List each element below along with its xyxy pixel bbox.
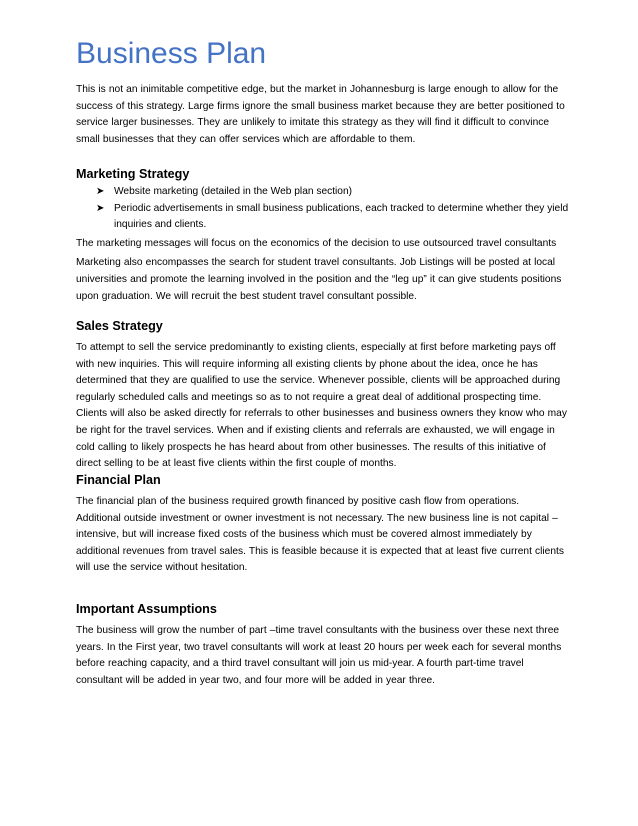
list-item — [96, 184, 570, 201]
marketing-paragraph-1: The marketing messages will focus on the economics of the decision to use outsourced travel consultants — [76, 237, 557, 249]
intro-paragraph: This is not an inimitable competitive edge, but the market in Johannesburg is large enough to allow for the success of this strategy. Large firms ignore the small business market because they are better positioned to service larger businesses. They are unlikely to imitate this strategy as they will find it difficult to convince small businesses that they can offer services which are affordable to them. — [76, 84, 565, 145]
assumptions-paragraph: The business will grow the number of part –time travel consultants with the business over these next three years. In the First year, two travel consultants will work at least 20 hours per week each for several months before reaching capacity, and a third travel consultant will join us mid-year. A fourth part-time travel consultant will be added in year two, and four more will be added in year three. — [76, 625, 562, 686]
financial-paragraph-2: Additional outside investment or owner investment is not necessary. The new business line is not capital – intensive, but will increase fixed costs of the business which must be covered almost immediately by additional revenues from travel sales. This is feasible because it is expected that at least five current clients will use the service without hesitation. — [76, 512, 564, 574]
marketing-section — [76, 166, 570, 305]
bullet-text: Periodic advertisements in small business publications, each tracked to determine whether they yield inquiries and clients. — [114, 202, 569, 231]
financial-heading: Financial Plan — [76, 473, 161, 487]
marketing-heading: Marketing Strategy — [76, 167, 190, 181]
arrow-bullet-icon: ➤ — [96, 186, 105, 197]
assumptions-heading: Important Assumptions — [76, 602, 217, 616]
financial-section — [76, 472, 570, 577]
list-item — [96, 201, 570, 234]
bullet-text: Website marketing (detailed in the Web plan section) — [114, 186, 353, 197]
sales-paragraph: To attempt to sell the service predominantly to existing clients, especially at first before marketing pays off with new inquiries. This will require informing all existing clients by phone about the idea, once he has determined that they are qualified to use the service. Whenever possible, clients will be approached during regularly scheduled calls and meetings so as to not require a great deal of additional prospecting time. Clients will also be asked directly for referrals to other businesses and business owners they know who may be right for the travel services. When and if existing clients and referrals are exhausted, we will engage in cold calling to likely prospects he has heard about from other businesses. The results of this initiative of direct selling to be at least five clients within the first couple of months. — [76, 342, 567, 470]
sales-heading: Sales Strategy — [76, 319, 163, 333]
document-page — [76, 36, 570, 686]
sales-section — [76, 318, 570, 473]
financial-paragraph-1: The financial plan of the business required growth financed by positive cash flow from operations. — [76, 496, 520, 507]
marketing-paragraph-2: Marketing also encompasses the search for student travel consultants. Job Listings will be posted at local universities and promote the learning involved in the position and the “leg up” it can give students positions upon graduation. We will recruit the best student travel consultant possible. — [76, 257, 562, 302]
marketing-bullet-list — [76, 184, 570, 234]
assumptions-section — [76, 601, 570, 689]
arrow-bullet-icon: ➤ — [96, 202, 105, 214]
page-title: Business Plan — [76, 37, 267, 70]
